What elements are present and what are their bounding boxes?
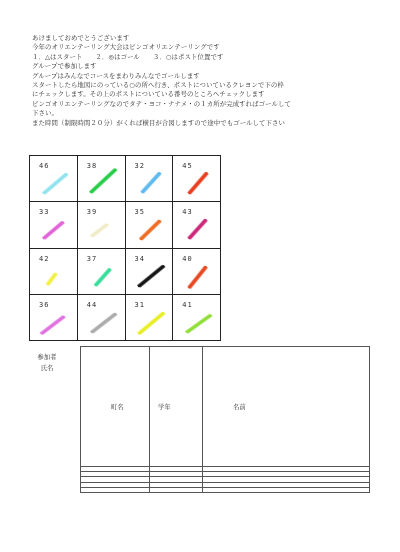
bingo-cell [173, 156, 221, 202]
bingo-number: 45 [182, 162, 193, 170]
bingo-grid [29, 155, 221, 341]
instruction-line: にチェックします。その上のポストについている番号のところへチェックします [32, 90, 265, 99]
town-field[interactable] [81, 487, 150, 492]
instruction-line: グループで参加します [32, 62, 97, 71]
bingo-cell [78, 156, 126, 202]
crayon-mark [30, 202, 77, 247]
bingo-number: 31 [134, 300, 145, 309]
participant-label-line: 氏名 [40, 364, 54, 372]
registration-header-row [81, 347, 370, 467]
bingo-cell [126, 156, 174, 202]
crayon-mark [30, 156, 77, 201]
crayon-mark [78, 295, 125, 340]
bingo-number: 43 [182, 208, 193, 217]
participant-label-line: 参加者 [37, 353, 57, 361]
crayon-mark [173, 295, 220, 340]
bingo-cell [126, 249, 174, 295]
crayon-mark [78, 156, 125, 201]
instruction-line: グループはみんなでコースをまわりみんなでゴールします [32, 71, 200, 80]
bingo-cell [78, 249, 126, 295]
bingo-cell [30, 249, 78, 295]
bingo-number: 36 [39, 300, 50, 309]
crayon-mark [126, 202, 173, 247]
header-grade: 学年 [150, 347, 203, 467]
instructions [32, 34, 382, 128]
bingo-cell [78, 202, 126, 248]
bingo-cell [126, 202, 174, 248]
instruction-line: １．△はスタート ２．◎はゴール ３．○はポスト位置です [32, 52, 224, 61]
crayon-mark [30, 295, 77, 340]
instruction-line: 下さい。 [32, 109, 58, 118]
bingo-cell [173, 202, 221, 248]
instruction-line: スタートしたら地図にのっている○の所へ行き、ポストについているクレヨンで下の枠 [32, 81, 284, 90]
header-name: 名前 [203, 347, 370, 467]
bingo-cell [30, 295, 78, 341]
crayon-mark [78, 202, 125, 247]
name-field[interactable] [203, 487, 370, 492]
bingo-cell [30, 156, 78, 202]
crayon-mark [126, 249, 173, 294]
bingo-number: 44 [86, 300, 98, 309]
crayon-mark [78, 249, 125, 294]
bingo-number: 32 [134, 162, 145, 170]
crayon-mark [30, 249, 77, 294]
bingo-number: 46 [39, 162, 50, 170]
participant-label [34, 352, 60, 374]
bingo-number: 40 [182, 254, 193, 263]
instruction-line: あけましておめでとうございます [32, 34, 130, 42]
bingo-number: 37 [86, 254, 98, 263]
bingo-number: 42 [39, 254, 50, 263]
bingo-cell [30, 202, 78, 248]
bingo-cell [126, 295, 174, 341]
instruction-line: また時間（制限時間２０分）がくれば横目が合図しますので途中でもゴールして下さい [32, 118, 286, 127]
bingo-number: 38 [86, 162, 98, 170]
instruction-line: ビンゴオリエンテーリングなのでタテ・ヨコ・ナナメ・の１カ所が完成すればゴールして [32, 99, 291, 108]
crayon-mark [126, 156, 173, 201]
crayon-mark [173, 156, 220, 201]
bingo-number: 33 [39, 208, 50, 217]
crayon-mark [173, 202, 220, 247]
bingo-number: 39 [86, 208, 98, 217]
registration-table [80, 346, 370, 493]
bingo-number: 41 [182, 300, 193, 309]
bingo-cell [173, 249, 221, 295]
bingo-cell [173, 295, 221, 341]
crayon-mark [126, 295, 173, 340]
bingo-number: 35 [134, 208, 145, 217]
instruction-line: 今年のオリエンテーリング大会はビンゴオリエンテーリングです [32, 43, 220, 52]
bingo-cell [78, 295, 126, 341]
header-town: 町名 [81, 347, 150, 467]
registration-row [81, 487, 370, 492]
crayon-mark [173, 249, 220, 294]
grade-field[interactable] [150, 487, 203, 492]
bingo-number: 34 [134, 254, 145, 263]
